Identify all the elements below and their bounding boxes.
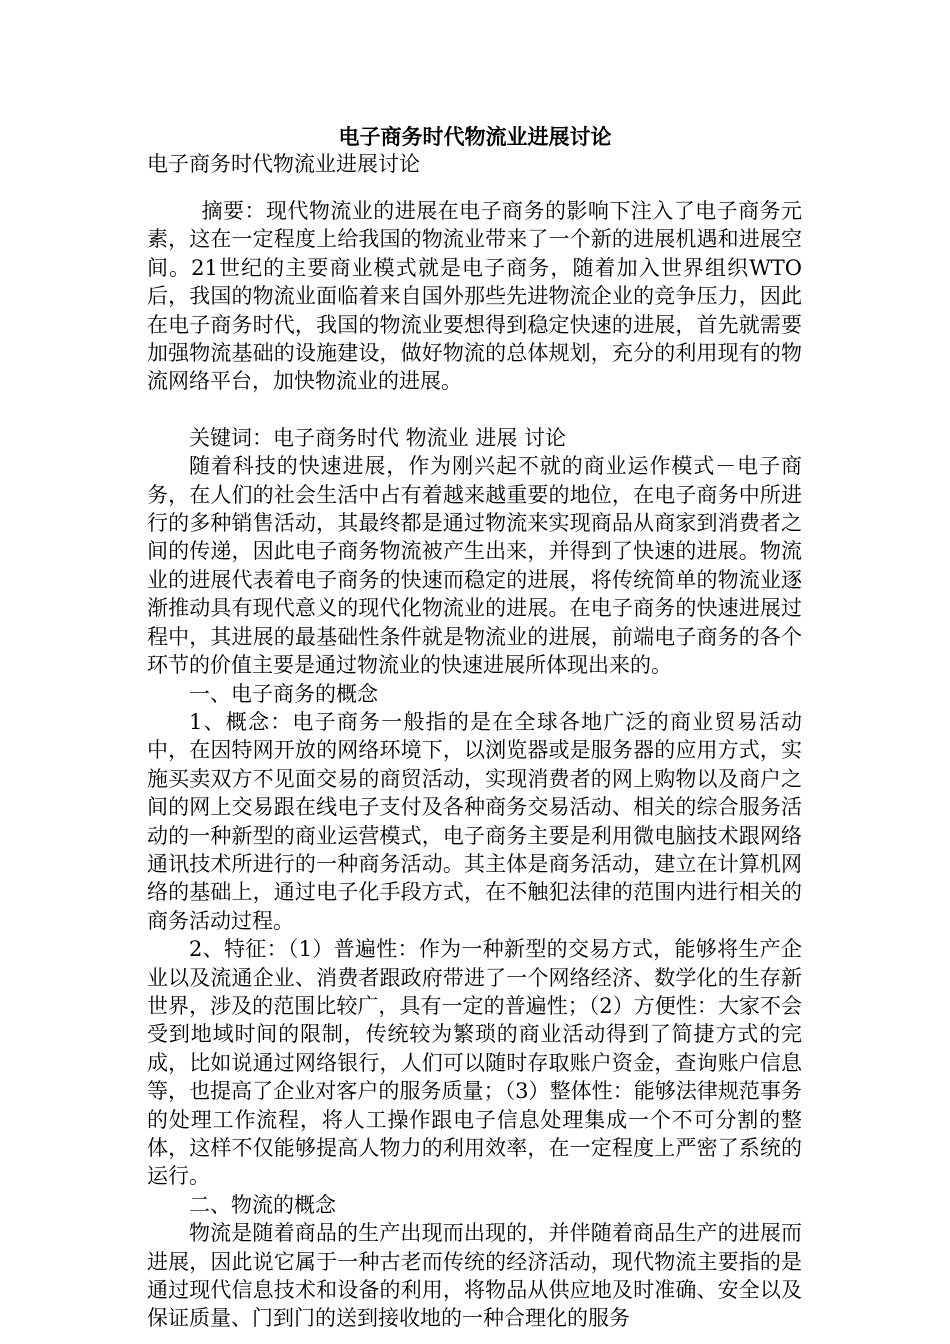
section2-heading: 二、物流的概念 <box>189 1192 336 1217</box>
intro-paragraph: 随着科技的快速进展，作为刚兴起不就的商业运作模式－电子商务，在人们的社会生活中占有着越来越重要的地位，在电子商务中所进行的多种销售活动，其最终都是通过物流来实现商品从商家到消费者之间的传递，因此电子商务物流被产生出来，并得到了快速的进展。物流业的进展代表着电子商务的快速而稳定的进展，将传统简单的物流业逐渐推动具有现代意义的现代化物流业的进展。在电子商务的快速进展过程中，其进展的最基础性条件就是物流业的进展，前端电子商务的各个环节的价值主要是通过物流业的快速进展所体现出来的。 <box>147 454 802 678</box>
abstract-paragraph: 摘要：现代物流业的进展在电子商务的影响下注入了电子商务元素，这在一定程度上给我国的物流业带来了一个新的进展机遇和进展空间。21世纪的主要商业模式就是电子商务，随着加入世界组织WTO后，我国的物流业面临着来自国外那些先进物流企业的竞争压力，因此在电子商务时代，我国的物流业要想得到稳定快速的进展，首先就需要加强物流基础的设施建设，做好物流的总体规划，充分的利用现有的物流网络平台，加快物流业的进展。 <box>147 199 802 394</box>
document-body <box>147 197 802 1333</box>
document-subtitle: 电子商务时代物流业进展讨论 <box>147 152 420 176</box>
document-title: 电子商务时代物流业进展讨论 <box>338 124 612 149</box>
section1-concept-paragraph: 1、概念：电子商务一般指的是在全球各地广泛的商业贸易活动中，在因特网开放的网络环境下，以浏览器或是服务器的应用方式，实施买卖双方不见面交易的商贸活动，实现消费者的网上购物以及商户之间的网上交易跟在线电子支付及各种商务交易活动、相关的综合服务活动的一种新型的商业运营模式，电子商务主要是利用微电脑技术跟网络通讯技术所进行的一种商务活动。其主体是商务活动，建立在计算机网络的基础上，通过电子化手段方式，在不触犯法律的范围内进行相关的商务活动过程。 <box>147 709 802 933</box>
section1-heading: 一、电子商务的概念 <box>189 681 378 706</box>
keywords-line: 关键词：电子商务时代 物流业 进展 讨论 <box>189 425 567 450</box>
section2-paragraph: 物流是随着商品的生产出现而出现的，并伴随着商品生产的进展而进展，因此说它属于一种古老而传统的经济活动，现代物流主要指的是通过现代信息技术和设备的利用，将物品从供应地及时准确、安全以及保证质量、门到门的送到接收地的一种合理化的服务 <box>147 1221 802 1331</box>
section1-features-paragraph: 2、特征：（1）普遍性：作为一种新型的交易方式，能够将生产企业以及流通企业、消费者跟政府带进了一个网络经济、数学化的生存新世界，涉及的范围比较广，具有一定的普遍性；（2）方便性：大家不会受到地域时间的限制，传统较为繁琐的商业活动得到了简捷方式的完成，比如说通过网络银行，人们可以随时存取账户资金，查询账户信息等，也提高了企业对客户的服务质量；（3）整体性：能够法律规范事务的处理工作流程，将人工操作跟电子信息处理集成一个不可分割的整体，这样不仅能够提高人物力的利用效率，在一定程度上严密了系统的运行。 <box>147 937 802 1189</box>
